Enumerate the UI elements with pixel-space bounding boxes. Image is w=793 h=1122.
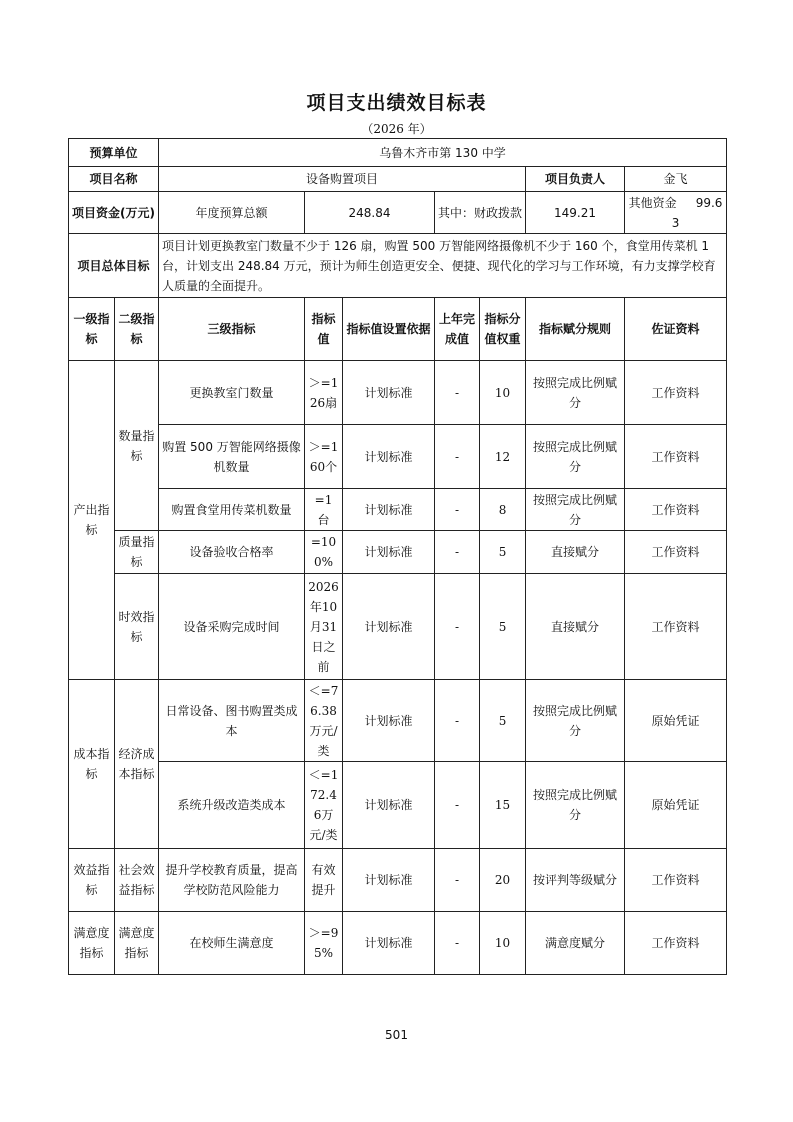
indicator-value: ＞=160个 [305, 425, 343, 489]
col-value: 指标值 [305, 298, 343, 361]
indicator-name: 更换教室门数量 [159, 361, 305, 425]
performance-table [68, 138, 727, 975]
indicator-evidence: 工作资料 [625, 361, 727, 425]
indicator-basis: 计划标准 [343, 425, 435, 489]
indicator-rule: 按照完成比例赋分 [526, 425, 625, 489]
indicator-basis: 计划标准 [343, 849, 435, 912]
total-value: 248.84 [305, 192, 435, 234]
group-satisfaction: 满意度指标 [69, 912, 115, 975]
indicator-weight: 5 [480, 531, 526, 574]
col-rule: 指标赋分规则 [526, 298, 625, 361]
table-row [69, 489, 727, 531]
indicator-name: 设备验收合格率 [159, 531, 305, 574]
col-level3: 三级指标 [159, 298, 305, 361]
indicator-last-year: - [435, 680, 480, 762]
indicator-evidence: 原始凭证 [625, 762, 727, 849]
year-label: （2026 年） [361, 122, 432, 136]
indicator-name: 购置食堂用传菜机数量 [159, 489, 305, 531]
indicator-weight: 5 [480, 574, 526, 680]
unit-label: 预算单位 [69, 139, 159, 167]
indicator-name: 设备采购完成时间 [159, 574, 305, 680]
indicator-weight: 15 [480, 762, 526, 849]
indicator-evidence: 工作资料 [625, 849, 727, 912]
indicator-evidence: 工作资料 [625, 912, 727, 975]
unit-value: 乌鲁木齐市第 130 中学 [159, 139, 727, 167]
indicator-name: 系统升级改造类成本 [159, 762, 305, 849]
table-row [69, 849, 727, 912]
indicator-basis: 计划标准 [343, 574, 435, 680]
col-level1: 一级指标 [69, 298, 115, 361]
indicator-value: ＞=126扇 [305, 361, 343, 425]
indicator-name: 在校师生满意度 [159, 912, 305, 975]
table-row [69, 531, 727, 574]
indicator-basis: 计划标准 [343, 762, 435, 849]
funds-label: 项目资金(万元) [69, 192, 159, 234]
indicator-weight: 5 [480, 680, 526, 762]
group-cost: 成本指标 [69, 680, 115, 849]
indicator-weight: 10 [480, 912, 526, 975]
indicator-last-year: - [435, 762, 480, 849]
indicator-weight: 12 [480, 425, 526, 489]
indicator-rule: 按照完成比例赋分 [526, 489, 625, 531]
indicator-evidence: 工作资料 [625, 489, 727, 531]
indicator-value: =1 台 [305, 489, 343, 531]
indicator-last-year: - [435, 849, 480, 912]
indicator-last-year: - [435, 574, 480, 680]
indicator-basis: 计划标准 [343, 912, 435, 975]
group-output: 产出指标 [69, 361, 115, 680]
indicator-value: =100% [305, 531, 343, 574]
indicator-value: ＞=95% [305, 912, 343, 975]
indicator-name: 提升学校教育质量，提高学校防范风险能力 [159, 849, 305, 912]
indicator-last-year: - [435, 361, 480, 425]
group-quality: 质量指标 [115, 531, 159, 574]
group-economic-cost: 经济成本指标 [115, 680, 159, 849]
table-row [69, 680, 727, 762]
unit-row [69, 139, 727, 167]
indicator-weight: 8 [480, 489, 526, 531]
indicator-rule: 直接赋分 [526, 531, 625, 574]
other-label: 其他资金 [628, 195, 677, 210]
group-benefit: 效益指标 [69, 849, 115, 912]
indicator-rule: 按照完成比例赋分 [526, 762, 625, 849]
col-evidence: 佐证资料 [625, 298, 727, 361]
indicator-value: ＜=172.46万元/类 [305, 762, 343, 849]
table-row [69, 762, 727, 849]
project-label: 项目名称 [69, 167, 159, 192]
indicator-rule: 直接赋分 [526, 574, 625, 680]
indicator-rule: 按照完成比例赋分 [526, 680, 625, 762]
indicator-evidence: 工作资料 [625, 425, 727, 489]
leader-label: 项目负责人 [526, 167, 625, 192]
indicator-rule: 按照完成比例赋分 [526, 361, 625, 425]
indicator-basis: 计划标准 [343, 680, 435, 762]
indicator-value: 有效提升 [305, 849, 343, 912]
indicator-basis: 计划标准 [343, 489, 435, 531]
indicator-evidence: 原始凭证 [625, 680, 727, 762]
group-timeliness: 时效指标 [115, 574, 159, 680]
indicator-value: ＜=76.38万元/类 [305, 680, 343, 762]
col-last-year: 上年完成值 [435, 298, 480, 361]
indicator-name: 购置 500 万智能网络摄像机数量 [159, 425, 305, 489]
column-header-row [69, 298, 727, 361]
indicator-last-year: - [435, 425, 480, 489]
finance-label: 其中：财政拨款 [435, 192, 526, 234]
indicator-last-year: - [435, 912, 480, 975]
group-social-benefit: 社会效益指标 [115, 849, 159, 912]
indicator-value: 2026年10月31日之前 [305, 574, 343, 680]
goal-label: 项目总体目标 [69, 234, 159, 298]
indicator-evidence: 工作资料 [625, 531, 727, 574]
table-row [69, 361, 727, 425]
other-value: 99.63 [671, 195, 723, 230]
indicator-evidence: 工作资料 [625, 574, 727, 680]
indicator-basis: 计划标准 [343, 361, 435, 425]
col-weight: 指标分值权重 [480, 298, 526, 361]
indicator-weight: 20 [480, 849, 526, 912]
total-label: 年度预算总额 [159, 192, 305, 234]
funds-row [69, 192, 727, 234]
table-row [69, 425, 727, 489]
indicator-rule: 按评判等级赋分 [526, 849, 625, 912]
group-quantity: 数量指标 [115, 361, 159, 531]
col-basis: 指标值设置依据 [343, 298, 435, 361]
indicator-last-year: - [435, 531, 480, 574]
goal-row [69, 234, 727, 298]
project-row [69, 167, 727, 192]
indicator-name: 日常设备、图书购置类成本 [159, 680, 305, 762]
project-value: 设备购置项目 [159, 167, 526, 192]
finance-value: 149.21 [526, 192, 625, 234]
indicator-rule: 满意度赋分 [526, 912, 625, 975]
indicator-weight: 10 [480, 361, 526, 425]
col-level2: 二级指标 [115, 298, 159, 361]
table-row [69, 912, 727, 975]
page-title: 项目支出绩效目标表 [306, 92, 487, 114]
other-label-and-value [625, 192, 727, 234]
leader-value: 金飞 [625, 167, 727, 192]
table-row [69, 574, 727, 680]
group-satisfaction-sub: 满意度指标 [115, 912, 159, 975]
goal-text: 项目计划更换教室门数量不少于 126 扇，购置 500 万智能网络摄像机不少于 160 个，食堂用传菜机 1 台，计划支出 248.84 万元，预计为师生创造更安全、便捷、现代化的学习与工作环境，有力支撑学校育人质量的全面提升。 [159, 234, 727, 298]
page-number: 501 [385, 1028, 408, 1042]
indicator-last-year: - [435, 489, 480, 531]
indicator-basis: 计划标准 [343, 531, 435, 574]
